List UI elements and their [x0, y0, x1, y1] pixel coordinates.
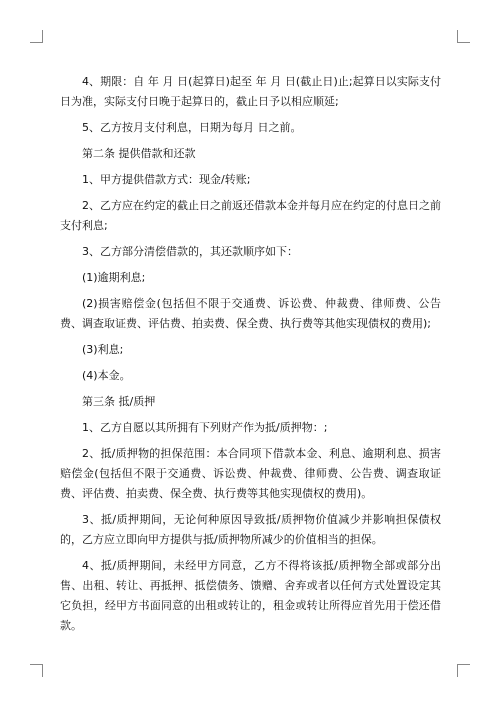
page-corner-mark-top-left — [30, 30, 43, 43]
clause-repayment: 2、乙方应在约定的截止日之前返还借款本金并每月应在约定的付息日之前支付利息; — [60, 199, 441, 232]
list-item-damages: (2)损害赔偿金(包括但不限于交通费、诉讼费、仲裁费、律师费、公告费、调查取证费、评估费、拍卖费、保全费、执行费等其他实现债权的费用); — [60, 297, 441, 330]
article-3-heading: 第三条 抵/质押 — [82, 395, 156, 408]
document-body — [60, 72, 441, 642]
list-item-principal: (4)本金。 — [82, 369, 131, 382]
clause-value-decrease: 3、抵/质押期间，无论何种原因导致抵/质押物价值减少并影响担保债权的，乙方应立即向甲方提供与抵/质押物所减少的价值相当的担保。 — [60, 513, 441, 546]
clause-collateral: 1、乙方自愿以其所拥有下列财产作为抵/质押物：; — [82, 421, 328, 434]
clause-disposal-restriction: 4、抵/质押期间，未经甲方同意，乙方不得将该抵/质押物全部或部分出售、出租、转让、再抵押、抵偿债务、馈赠、舍弃或者以任何方式处置设定其它负担，经甲方书面同意的出租或转让的，租金或转让所得应首先用于偿还借款。 — [60, 559, 441, 632]
clause-interest-payment-date: 5、乙方按月支付利息，日期为每月 日之前。 — [82, 121, 302, 134]
list-item-overdue-interest: (1)逾期利息; — [82, 271, 146, 284]
list-item-interest: (3)利息; — [82, 343, 124, 356]
clause-term: 4、期限：自 年 月 日(起算日)起至 年 月 日(截止日)止;起算日以实际支付日为准，实际支付日晚于起算日的，截止日予以相应顺延; — [60, 75, 441, 108]
page-corner-mark-top-right — [457, 30, 470, 43]
clause-repayment-order: 3、乙方部分清偿借款的，其还款顺序如下： — [82, 245, 298, 258]
page-corner-mark-bottom-left — [30, 664, 43, 677]
clause-loan-method: 1、甲方提供借款方式：现金/转账; — [82, 173, 251, 186]
page-corner-mark-bottom-right — [457, 664, 470, 677]
article-2-heading: 第二条 提供借款和还款 — [82, 147, 196, 160]
clause-guarantee-scope: 2、抵/质押物的担保范围：本合同项下借款本金、利息、逾期利息、损害赔偿金(包括但不限于交通费、诉讼费、仲裁费、律师费、公告费、调查取证费、评估费、拍卖费、保全费、执行费等其他实现债权的费用)。 — [60, 447, 441, 500]
